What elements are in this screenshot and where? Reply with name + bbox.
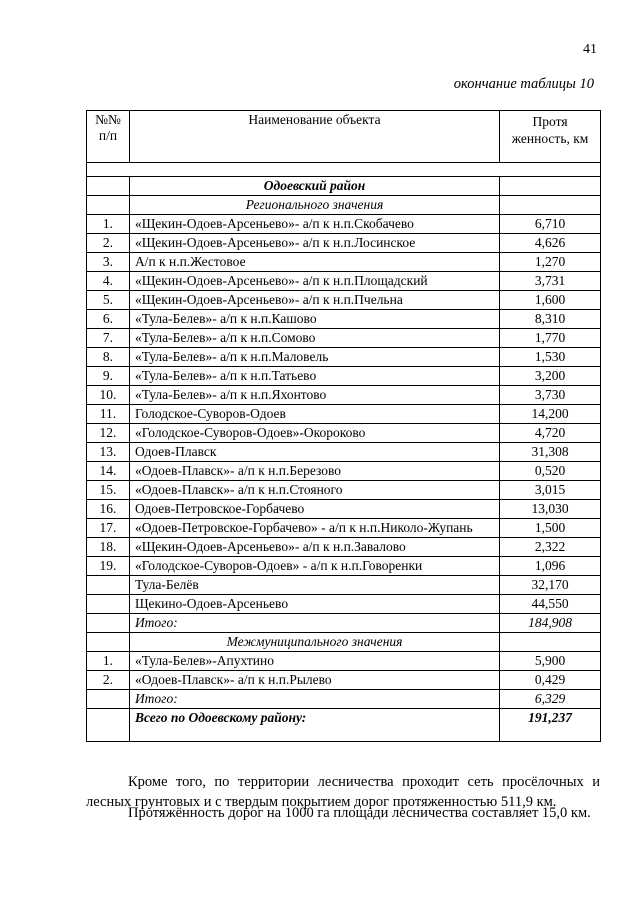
row-number: 13. [87, 443, 130, 462]
municipal-heading-row [87, 633, 601, 652]
table-row [87, 462, 601, 481]
row-number: 7. [87, 329, 130, 348]
road-length: 0,520 [500, 462, 601, 481]
road-length: 1,096 [500, 557, 601, 576]
table-row [87, 272, 601, 291]
row-number: 9. [87, 367, 130, 386]
row-number: 4. [87, 272, 130, 291]
total-label: Итого: [129, 690, 499, 709]
table-row [87, 253, 601, 272]
empty-cell [87, 633, 130, 652]
road-length: 3,015 [500, 481, 601, 500]
road-length: 2,322 [500, 538, 601, 557]
empty-cell [87, 614, 130, 633]
table-row [87, 671, 601, 690]
table-row [87, 215, 601, 234]
row-number: 8. [87, 348, 130, 367]
municipal-title: Межмуниципального значения [129, 633, 499, 652]
road-length: 3,731 [500, 272, 601, 291]
road-name: «Щекин-Одоев-Арсеньево»- а/п к н.п.Лосинское [129, 234, 499, 253]
district-title: Одоевский район [129, 177, 499, 196]
row-number [87, 576, 130, 595]
row-number: 16. [87, 500, 130, 519]
table-row [87, 348, 601, 367]
table-row [87, 405, 601, 424]
grand-total-value: 191,237 [500, 709, 601, 742]
road-name: «Тула-Белев»- а/п к н.п.Сомово [129, 329, 499, 348]
road-name: «Щекин-Одоев-Арсеньево»- а/п к н.п.Скобачево [129, 215, 499, 234]
page-number: 41 [583, 42, 597, 57]
row-number: 6. [87, 310, 130, 329]
road-name: «Одоев-Плавск»- а/п к н.п.Стояного [129, 481, 499, 500]
road-length: 1,500 [500, 519, 601, 538]
table-caption: окончание таблицы 10 [453, 76, 594, 92]
paragraph-roads: Кроме того, по территории лесничества проходит сеть просёлочных и лесных грунтовых и с твердым покрытием дорог протяженностью 511,9 км. [86, 773, 600, 810]
road-name: «Голодское-Суворов-Одоев» - а/п к н.п.Говоренки [129, 557, 499, 576]
road-name: Тула-Белёв [129, 576, 499, 595]
table-row [87, 234, 601, 253]
table-row [87, 481, 601, 500]
road-length: 8,310 [500, 310, 601, 329]
table-row [87, 519, 601, 538]
road-length: 0,429 [500, 671, 601, 690]
total-value: 6,329 [500, 690, 601, 709]
row-number: 18. [87, 538, 130, 557]
road-name: «Одоев-Петровское-Горбачево» - а/п к н.п.Николо-Жупань [129, 519, 499, 538]
road-name: «Тула-Белев»- а/п к н.п.Татьево [129, 367, 499, 386]
road-length: 4,626 [500, 234, 601, 253]
district-row [87, 177, 601, 196]
regional-heading-row [87, 196, 601, 215]
road-name: «Одоев-Плавск»- а/п к н.п.Рылево [129, 671, 499, 690]
spacer-row [87, 163, 601, 177]
road-length: 1,770 [500, 329, 601, 348]
table-row [87, 500, 601, 519]
road-length: 44,550 [500, 595, 601, 614]
road-name: Одоев-Плавск [129, 443, 499, 462]
road-length: 6,710 [500, 215, 601, 234]
roads-table [86, 110, 601, 742]
header-num: №№ п/п [87, 111, 130, 163]
table-row [87, 576, 601, 595]
row-number: 1. [87, 215, 130, 234]
row-number: 5. [87, 291, 130, 310]
header-length: Протя женность, км [500, 111, 601, 163]
road-name: «Тула-Белев»- а/п к н.п.Кашово [129, 310, 499, 329]
table-row [87, 424, 601, 443]
table-header-row [87, 111, 601, 163]
road-name: «Голодское-Суворов-Одоев»-Окороково [129, 424, 499, 443]
row-number: 15. [87, 481, 130, 500]
road-length: 3,200 [500, 367, 601, 386]
table-row [87, 595, 601, 614]
road-name: А/п к н.п.Жестовое [129, 253, 499, 272]
row-number: 10. [87, 386, 130, 405]
road-length: 1,530 [500, 348, 601, 367]
road-name: «Одоев-Плавск»- а/п к н.п.Березово [129, 462, 499, 481]
row-number: 19. [87, 557, 130, 576]
road-length: 32,170 [500, 576, 601, 595]
paragraph-density: Протяжённость дорог на 1000 га площади лесничества составляет 15,0 км. [128, 804, 591, 821]
row-number: 12. [87, 424, 130, 443]
empty-cell [500, 633, 601, 652]
road-length: 14,200 [500, 405, 601, 424]
table-row [87, 291, 601, 310]
table-row [87, 386, 601, 405]
grand-total-row [87, 709, 601, 742]
table-row [87, 538, 601, 557]
road-name: «Тула-Белев»- а/п к н.п.Маловель [129, 348, 499, 367]
road-name: Голодское-Суворов-Одоев [129, 405, 499, 424]
table-row [87, 367, 601, 386]
grand-total-label: Всего по Одоевскому району: [129, 709, 499, 742]
row-number [87, 595, 130, 614]
road-length: 1,270 [500, 253, 601, 272]
road-length: 31,308 [500, 443, 601, 462]
row-number: 11. [87, 405, 130, 424]
road-length: 4,720 [500, 424, 601, 443]
road-length: 3,730 [500, 386, 601, 405]
row-number: 1. [87, 652, 130, 671]
road-name: Щекино-Одоев-Арсеньево [129, 595, 499, 614]
regional-total-row [87, 614, 601, 633]
row-number: 3. [87, 253, 130, 272]
total-label: Итого: [129, 614, 499, 633]
table-row [87, 329, 601, 348]
road-name: Одоев-Петровское-Горбачево [129, 500, 499, 519]
row-number: 2. [87, 671, 130, 690]
header-name: Наименование объекта [129, 111, 499, 163]
row-number: 2. [87, 234, 130, 253]
road-name: «Тула-Белев»- а/п к н.п.Яхонтово [129, 386, 499, 405]
table-row [87, 310, 601, 329]
regional-title: Регионального значения [129, 196, 499, 215]
table-row [87, 443, 601, 462]
row-number: 17. [87, 519, 130, 538]
road-length: 5,900 [500, 652, 601, 671]
empty-cell [87, 709, 130, 742]
road-name: «Щекин-Одоев-Арсеньево»- а/п к н.п.Пчельна [129, 291, 499, 310]
road-name: «Щекин-Одоев-Арсеньево»- а/п к н.п.Площадский [129, 272, 499, 291]
municipal-total-row [87, 690, 601, 709]
table-row [87, 557, 601, 576]
road-name: «Тула-Белев»-Апухтино [129, 652, 499, 671]
road-length: 1,600 [500, 291, 601, 310]
table-row [87, 652, 601, 671]
road-name: «Щекин-Одоев-Арсеньево»- а/п к н.п.Завалово [129, 538, 499, 557]
row-number: 14. [87, 462, 130, 481]
total-value: 184,908 [500, 614, 601, 633]
road-length: 13,030 [500, 500, 601, 519]
empty-cell [87, 690, 130, 709]
